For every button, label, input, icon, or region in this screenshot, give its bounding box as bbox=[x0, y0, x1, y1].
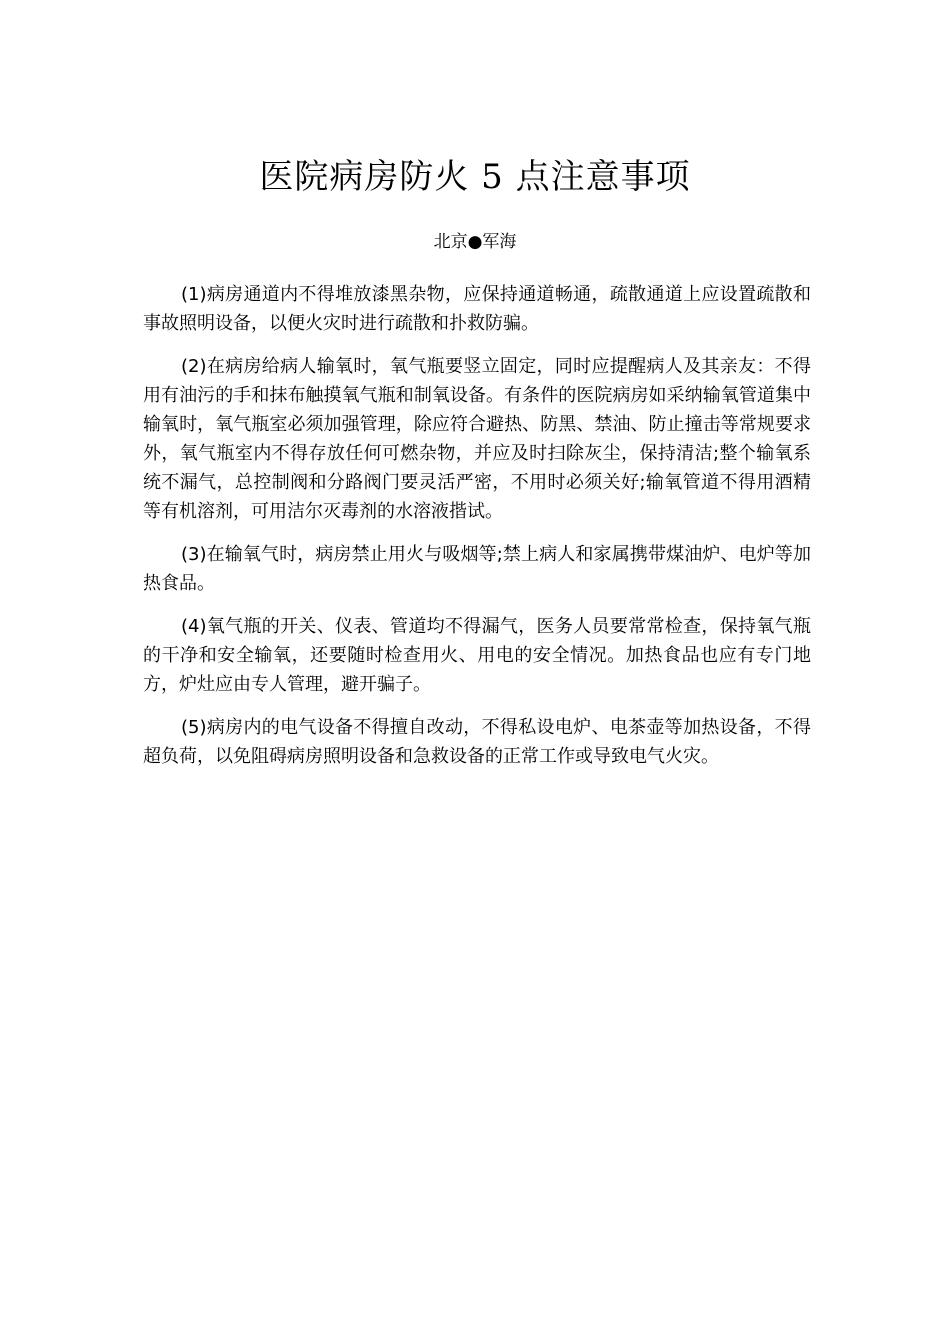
paragraph-1: (1)病房通道内不得堆放漆黑杂物，应保持通道畅通，疏散通道上应设置疏散和事故照明设备，以便火灾时进行疏散和扑救防骗。 bbox=[143, 284, 811, 334]
paragraph-3: (3)在输氧气时，病房禁止用火与吸烟等;禁上病人和家属携带煤油炉、电炉等加热食品。 bbox=[143, 544, 811, 594]
document-byline: 北京●军海 bbox=[433, 232, 517, 252]
document-title: 医院病房防火 5 点注意事项 bbox=[259, 157, 691, 197]
paragraph-4: (4)氧气瓶的开关、仪表、管道均不得漏气，医务人员要常常检查，保持氧气瓶的干净和安全输氧，还要随时检查用火、用电的安全情况。加热食品也应有专门地方，炉灶应由专人管理，避开骗子。 bbox=[143, 616, 811, 695]
document-body bbox=[143, 280, 811, 785]
paragraph-5: (5)病房内的电气设备不得擅自改动，不得私设电炉、电茶壶等加热设备，不得超负荷，以免阻碍病房照明设备和急救设备的正常工作或导致电气火灾。 bbox=[143, 717, 811, 767]
paragraph-2: (2)在病房给病人输氧时，氧气瓶要竖立固定，同时应提醒病人及其亲友：不得用有油污的手和抹布触摸氧气瓶和制氧设备。有条件的医院病房如采纳输氧管道集中输氧时，氧气瓶室必须加强管理，除应符合避热、防黑、禁油、防止撞击等常规要求外，氧气瓶室内不得存放任何可燃杂物，并应及时扫除灰尘，保持清洁;整个输氧系统不漏气，总控制阀和分路阀门要灵活严密，不用时必须关好;输氧管道不得用酒精等有机溶剂，可用洁尔灭毒剂的水溶液揩试。 bbox=[143, 356, 811, 522]
